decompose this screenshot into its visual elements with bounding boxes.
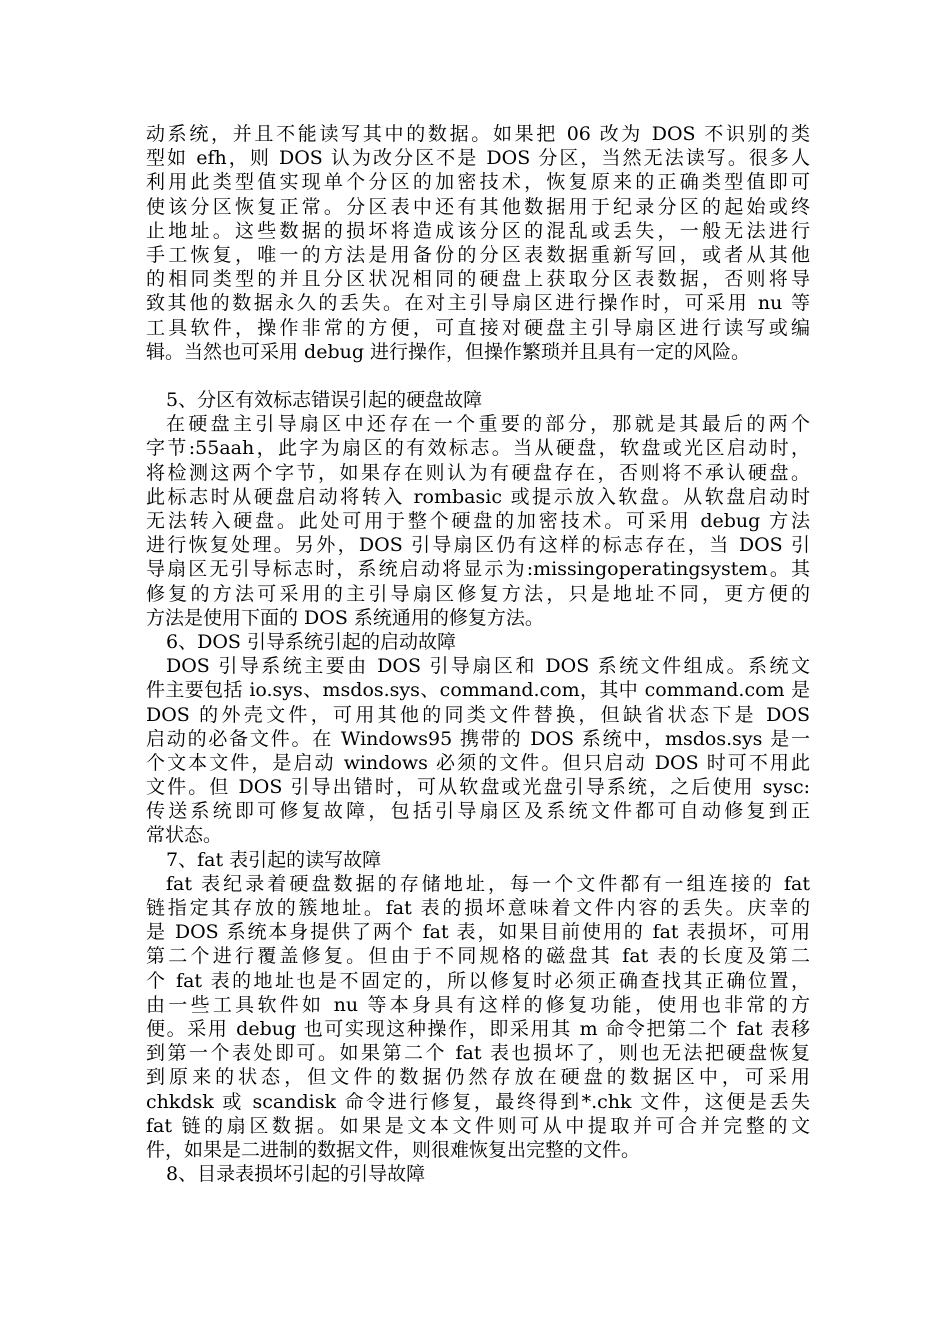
text-line: 将检测这两个字节，如果存在则认为有硬盘存在，否则将不承认硬盘。: [146, 461, 810, 484]
section-heading: 7、fat 表引起的读写故障: [166, 848, 382, 871]
section-5: [146, 388, 810, 630]
text-line: 便。采用 debug 也可实现这种操作，即采用其 m 命令把第二个 fat 表移: [146, 1017, 810, 1040]
text-line: 个文本文件，是启动 windows 必须的文件。但只启动 DOS 时可不用此: [146, 751, 810, 774]
text-line: 工具软件，操作非常的方便，可直接对硬盘主引导扇区进行读写或编: [146, 316, 810, 339]
text-line: 修复的方法可采用的主引导扇区修复方法，只是地址不同，更方便的: [146, 582, 810, 605]
section-8: [146, 1162, 810, 1186]
text-line: 由一些工具软件如 nu 等本身具有这样的修复功能，使用也非常的方: [146, 993, 810, 1016]
text-line: 动系统，并且不能读写其中的数据。如果把 06 改为 DOS 不识别的类: [146, 123, 810, 145]
text-line: 字节:55aah，此字为扇区的有效标志。当从硬盘，软盘或光区启动时，: [146, 437, 810, 460]
text-line: 进行恢复处理。另外，DOS 引导扇区仍有这样的标志存在，当 DOS 引: [146, 534, 810, 557]
text-line: 常状态。: [146, 824, 223, 847]
text-line: 第二个进行覆盖修复。但由于不同规格的磁盘其 fat 表的长度及第二: [146, 945, 810, 968]
paragraph-gap: [146, 364, 810, 388]
text-line: 传送系统即可修复故障，包括引导扇区及系统文件都可自动修复到正: [146, 800, 810, 823]
text-line: fat 表纪录着硬盘数据的存储地址，每一个文件都有一组连接的 fat: [166, 872, 810, 895]
text-line: 启动的必备文件。在 Windows95 携带的 DOS 系统中，msdos.sys 是一: [146, 727, 810, 750]
text-line: 此标志时从硬盘启动将转入 rombasic 或提示放入软盘。从软盘启动时: [146, 485, 810, 508]
text-line: 利用此类型值实现单个分区的加密技术，恢复原来的正确类型值即可: [146, 171, 810, 194]
text-line: 的相同类型的并且分区状况相同的硬盘上获取分区表数据，否则将导: [146, 268, 810, 291]
paragraph-partition-table: [146, 122, 810, 364]
text-line: 型如 efh，则 DOS 认为改分区不是 DOS 分区，当然无法读写。很多人: [146, 147, 810, 170]
text-line: 件主要包括 io.sys、msdos.sys、command.com，其中 command.com 是: [146, 679, 810, 702]
document-body: [146, 122, 810, 1186]
section-6: [146, 630, 810, 848]
text-line: 文件。但 DOS 引导出错时，可从软盘或光盘引导系统，之后使用 sysc:: [146, 776, 810, 799]
text-line: 在硬盘主引导扇区中还存在一个重要的部分，那就是其最后的两个: [166, 413, 810, 436]
text-line: 止地址。这些数据的损坏将造成该分区的混乱或丢失，一般无法进行: [146, 219, 810, 242]
text-line: 导扇区无引导标志时，系统启动将显示为:missingoperatingsystem。其: [146, 558, 810, 581]
text-line: 到第一个表处即可。如果第二个 fat 表也损坏了，则也无法把硬盘恢复: [146, 1042, 810, 1065]
text-line: 到原来的状态，但文件的数据仍然存放在硬盘的数据区中，可采用: [146, 1066, 810, 1089]
text-line: 方法是使用下面的 DOS 系统通用的修复方法。: [146, 606, 544, 629]
section-7: [146, 848, 810, 1162]
text-line: 手工恢复，唯一的方法是用备份的分区表数据重新写回，或者从其他: [146, 243, 810, 266]
text-line: 是 DOS 系统本身提供了两个 fat 表，如果目前使用的 fat 表损坏，可用: [146, 921, 810, 944]
text-line: 致其他的数据永久的丢失。在对主引导扇区进行操作时，可采用 nu 等: [146, 292, 810, 315]
section-heading: 6、DOS 引导系统引起的启动故障: [166, 630, 456, 653]
text-line: 使该分区恢复正常。分区表中还有其他数据用于纪录分区的起始或终: [146, 195, 810, 218]
text-line: DOS 引导系统主要由 DOS 引导扇区和 DOS 系统文件组成。系统文: [166, 655, 810, 678]
text-line: DOS 的外壳文件，可用其他的同类文件替换，但缺省状态下是 DOS: [146, 703, 810, 726]
text-line: chkdsk 或 scandisk 命令进行修复，最终得到*.chk 文件，这便是丢失: [146, 1090, 810, 1113]
text-line: 个 fat 表的地址也是不固定的，所以修复时必须正确查找其正确位置，: [146, 969, 810, 992]
text-line: 链指定其存放的簇地址。fat 表的损坏意味着文件内容的丢失。庆幸的: [146, 897, 810, 919]
text-line: fat 链的扇区数据。如果是文本文件则可从中提取并可合并完整的文: [146, 1114, 810, 1137]
text-line: 件，如果是二进制的数据文件，则很难恢复出完整的文件。: [146, 1138, 641, 1161]
text-line: 无法转入硬盘。此处可用于整个硬盘的加密技术。可采用 debug 方法: [146, 510, 810, 532]
section-heading: 5、分区有效标志错误引起的硬盘故障: [166, 389, 483, 412]
section-heading: 8、目录表损坏引起的引导故障: [166, 1163, 426, 1186]
text-line: 辑。当然也可采用 debug 进行操作，但操作繁琐并且具有一定的风险。: [146, 340, 751, 363]
